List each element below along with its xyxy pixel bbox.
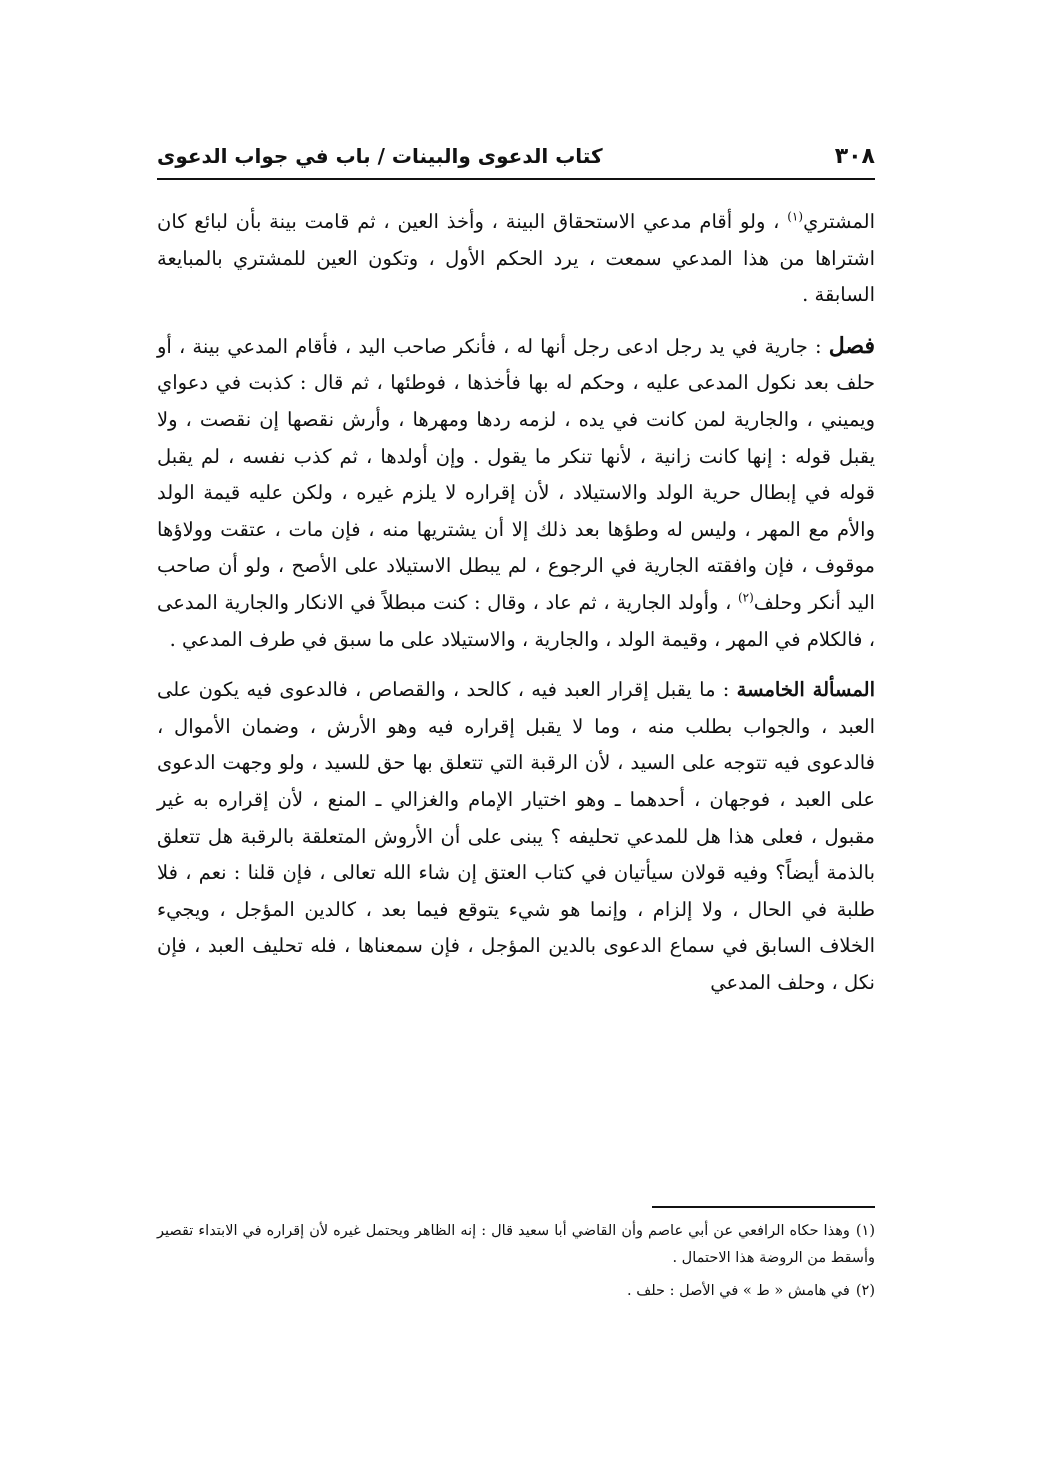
page-number: ٣٠٨: [834, 144, 875, 169]
footnote-separator: [652, 1206, 875, 1208]
paragraph-3-text: : ما يقبل إقرار العبد فيه ، كالحد ، والقصاص ، فالدعوى فيه يكون على العبد ، والجواب بطلب منه ، وما لا يقبل إقراره فيه وهو الأرش ، وضمان الأموال ، فالدعوى فيه تتوجه على السيد ، لأن الرقبة التي تتعلق بها حق للسيد ، ولو وجهت الدعوى على العبد ، فوجهان ، أحدهما ـ وهو اختيار الإمام والغزالي ـ المنع ، لأن إقراره به غير مقبول ، فعلى هذا هل للمدعي تحليفه ؟ يبنى على أن الأروش المتعلقة بالرقبة هل تتعلق بالذمة أيضاً؟ وفيه قولان سيأتيان في كتاب العتق إن شاء الله تعالى ، فإن قلنا : نعم ، فلا طلبة في الحال ، ولا إلزام ، وإنما هو شيء يتوقع فيما بعد ، كالدين المؤجل ، ويجيء الخلاف السابق في سماع الدعوى بالدين المؤجل ، فإن سمعناها ، فله تحليف العبد ، فإن نكل ، وحلف المدعي: [157, 678, 875, 994]
paragraph-1: [157, 204, 875, 314]
footnote-text: في هامش « ط » في الأصل : حلف .: [627, 1283, 850, 1299]
footnote-text: وهذا حكاه الرافعي عن أبي عاصم وأن القاضي أبا سعيد قال : إنه الظاهر ويحتمل غيره لأن إقراره في الابتداء تقصير وأسقط من الروضة هذا الاحتمال .: [157, 1223, 875, 1266]
paragraph-1-text-b: ، ولو أقام مدعي الاستحقاق البينة ، وأخذ العين ، ثم قامت بينة بأن لبائع كان اشتراها من هذا المدعي سمعت ، يرد الحكم الأول ، وتكون العين للمشتري بالمبايعة السابقة .: [157, 210, 876, 307]
footnote-2: [157, 1278, 875, 1305]
main-text: [157, 204, 875, 1001]
footnote-number: (١): [855, 1223, 875, 1239]
footnote-ref-2: (٢): [737, 590, 754, 605]
paragraph-3: [157, 672, 875, 1001]
paragraph-1-text-a: المشتري: [803, 210, 875, 233]
paragraph-2-text-b: ، وأولد الجارية ، ثم عاد ، وقال : كنت مبطلاً في الانكار والجارية المدعى ، فالكلام في المهر ، وقيمة الولد ، والجارية ، والاستيلاد على ما سبق في طرف المدعي .: [157, 590, 875, 651]
running-title: كتاب الدعوى والبينات / باب في جواب الدعوى: [157, 144, 603, 168]
footnote-number: (٢): [855, 1283, 875, 1299]
footnotes: [157, 1218, 875, 1311]
issue-heading: المسألة الخامسة: [736, 678, 876, 702]
page-header: [157, 138, 875, 174]
paragraph-2: [157, 328, 875, 658]
paragraph-2-text-a: : جارية في يد رجل ادعى رجل أنها له ، فأنكر صاحب اليد ، فأقام المدعي بينة ، أو حلف بعد نكول المدعى عليه ، وحكم له بها فأخذها ، فوطئها ، ثم قال : كذبت في دعواي ويميني ، والجارية لمن كانت في يده ، لزمه ردها ومهرها ، وأرش نقصها إن نقصت ، ولا يقبل قوله : إنها كانت زانية ، لأنها تنكر ما يقول . وإن أولدها ، ثم كذب نفسه ، لم يقبل قوله في إبطال حرية الولد والاستيلاد ، لأن إقراره لا يلزم غيره ، ولكن عليه قيمة الولد والأم مع المهر ، وليس له وطؤها بعد ذلك إلا أن يشتريها منه ، فإن مات ، عتقت وولاؤها موقوف ، فإن وافقته الجارية في الرجوع ، لم يبطل الاستيلاد على الأصح ، ولو أن صاحب اليد أنكر وحلف: [157, 334, 875, 614]
section-heading-fasl: فصل: [828, 332, 875, 359]
footnote-1: [157, 1218, 875, 1272]
footnote-ref-1: (١): [787, 209, 804, 224]
header-rule: [157, 178, 875, 180]
